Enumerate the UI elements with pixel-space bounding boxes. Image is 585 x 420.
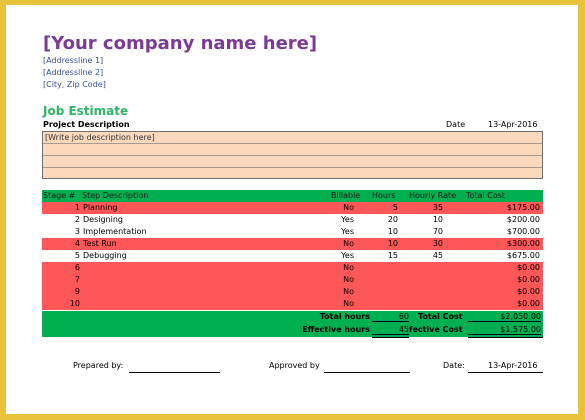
billable-cell: No	[343, 203, 354, 212]
description-cell: Test Run	[83, 239, 117, 248]
billable-cell: No	[343, 275, 354, 284]
address-line-1: [Addressline 1]	[43, 56, 104, 65]
effective-hours-value: 45	[372, 325, 409, 335]
col-header-total-cost: Total Cost	[466, 191, 506, 200]
project-description-label: Project Description	[43, 120, 130, 129]
effective-cost-label: fective Cost	[409, 325, 463, 334]
total-cost-cell: $675.00	[506, 251, 540, 260]
footer-date-value: 13-Apr-2016	[488, 361, 538, 370]
description-cell: Planning	[83, 203, 118, 212]
rate-cell: 35	[432, 203, 443, 212]
table-row	[42, 274, 543, 286]
billable-cell: Yes	[341, 215, 354, 224]
hours-cell: 20	[387, 215, 398, 224]
description-cell: Designing	[83, 215, 123, 224]
hours-cell: 10	[387, 227, 398, 236]
total-cost-cell: $175.00	[506, 203, 540, 212]
hours-cell: 5	[392, 203, 398, 212]
total-cost-cell: $0.00	[517, 263, 540, 272]
rate-cell: 70	[432, 227, 443, 236]
table-row	[42, 250, 543, 262]
col-header-hours: Hours	[372, 191, 396, 200]
divider	[468, 337, 543, 338]
table-row	[42, 226, 543, 238]
total-cost-cell: $700.00	[506, 227, 540, 236]
table-row	[42, 262, 543, 274]
table-header-row	[42, 190, 543, 202]
total-cost-cell: $0.00	[517, 287, 540, 296]
totals-band	[42, 311, 543, 337]
description-cell: Debugging	[83, 251, 127, 260]
table-row	[42, 214, 543, 226]
stage-cell: 7	[74, 275, 80, 284]
prepared-by-signature-line[interactable]	[129, 372, 220, 373]
total-hours-value: 60	[372, 312, 409, 322]
stage-cell: 5	[74, 251, 80, 260]
prepared-by-label: Prepared by:	[73, 361, 124, 370]
description-cell: Implementation	[83, 227, 147, 236]
address-city-zip: [City, Zip Code]	[43, 80, 106, 89]
stage-cell: 2	[74, 215, 80, 224]
rate-cell: 10	[432, 215, 443, 224]
stage-cell: 4	[74, 239, 80, 248]
job-estimate-title: Job Estimate	[43, 104, 129, 118]
date-label: Date	[446, 120, 466, 129]
divider	[43, 155, 542, 156]
effective-cost-value: $1,575.00	[468, 325, 541, 335]
stage-cell: 1	[74, 203, 80, 212]
table-row	[42, 238, 543, 250]
table-row	[42, 202, 543, 214]
table-row	[42, 286, 543, 298]
project-description-field[interactable]	[42, 131, 543, 179]
stage-cell: 6	[74, 263, 80, 272]
hours-cell: 15	[387, 251, 398, 260]
address-line-2: [Addressline 2]	[43, 68, 104, 77]
table-row	[42, 298, 543, 310]
rate-cell: 30	[432, 239, 443, 248]
estimate-sheet	[6, 5, 578, 414]
stage-cell: 3	[74, 227, 80, 236]
rate-cell: 45	[432, 251, 443, 260]
col-header-rate: Hourly Rate	[409, 191, 457, 200]
total-cost-cell: $200.00	[506, 215, 540, 224]
stage-cell: 9	[74, 287, 80, 296]
approved-by-signature-line[interactable]	[324, 372, 410, 373]
stage-cell: 10	[69, 299, 80, 308]
col-header-billable: Billable	[331, 191, 361, 200]
company-name: [Your company name here]	[43, 33, 318, 54]
description-placeholder: [Write job description here]	[45, 133, 155, 142]
total-cost-label: Total Cost	[418, 312, 463, 321]
footer-date-label: Date:	[443, 361, 465, 370]
footer-date-line	[468, 372, 543, 373]
total-cost-value: $2,050.00	[468, 312, 541, 322]
divider	[43, 143, 542, 144]
total-hours-label: Total hours	[319, 312, 370, 321]
col-header-stage: Stage #	[43, 191, 76, 200]
date-value: 13-Apr-2016	[488, 120, 538, 129]
hours-cell: 10	[387, 239, 398, 248]
billable-cell: Yes	[341, 227, 354, 236]
billable-cell: Yes	[341, 251, 354, 260]
billable-cell: No	[343, 263, 354, 272]
divider	[372, 337, 409, 338]
divider	[43, 167, 542, 168]
billable-cell: No	[343, 299, 354, 308]
total-cost-cell: $300.00	[506, 239, 540, 248]
total-cost-cell: $0.00	[517, 275, 540, 284]
approved-by-label: Approved by	[269, 361, 320, 370]
billable-cell: No	[343, 239, 354, 248]
total-cost-cell: $0.00	[517, 299, 540, 308]
col-header-description: Step Description	[82, 191, 149, 200]
billable-cell: No	[343, 287, 354, 296]
effective-hours-label: Effective hours	[302, 325, 370, 334]
